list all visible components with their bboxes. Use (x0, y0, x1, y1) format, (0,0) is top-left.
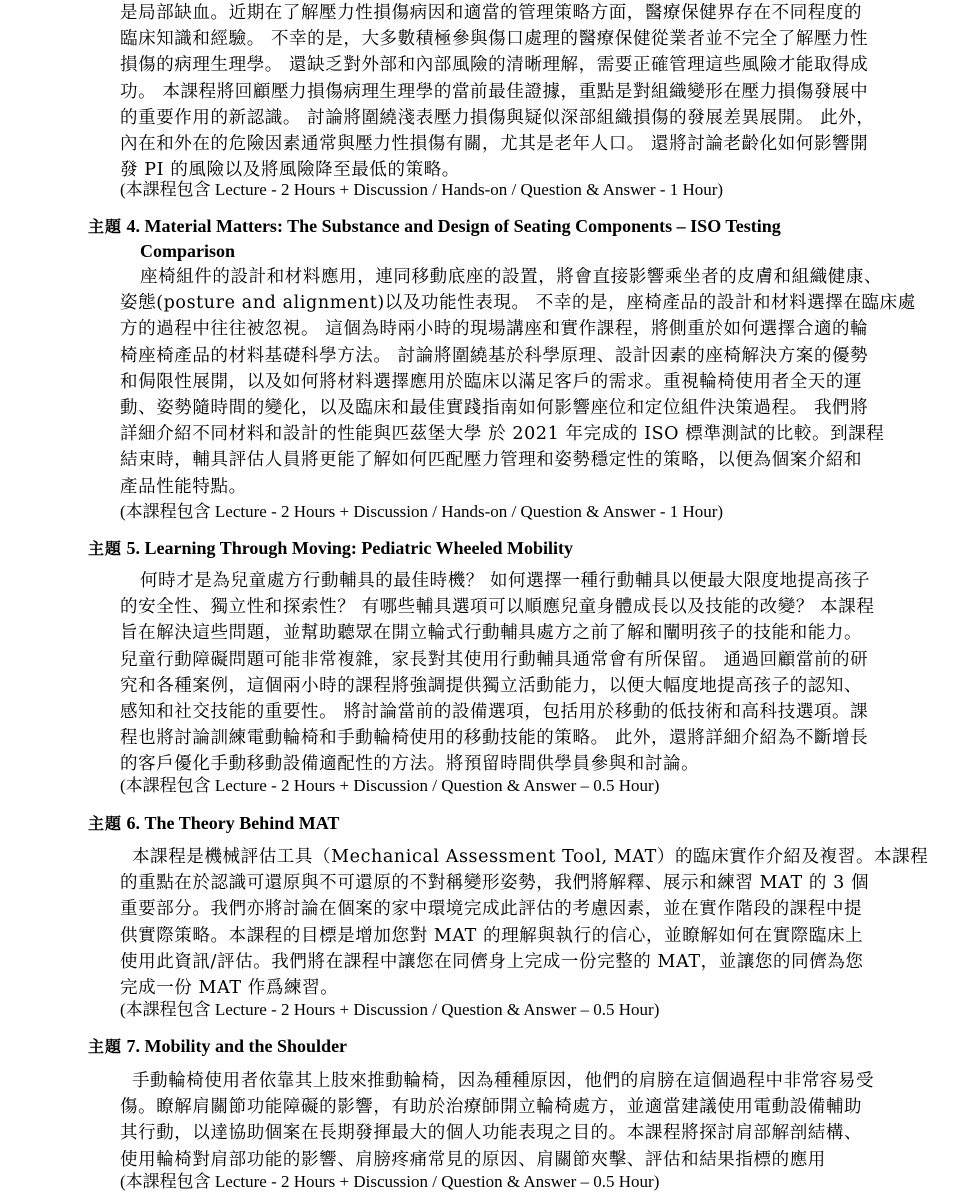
paragraph-line: 使用輪椅對肩部功能的影響、肩膀疼痛常見的原因、肩關節夾擊、評估和結果指標的應用 (120, 1149, 826, 1170)
paragraph-line: 何時才是為兒童處方行動輔具的最佳時機？ 如何選擇一種行動輔具以便最大限度地提高孩子 (140, 571, 871, 591)
topic-label: 主題 (88, 1037, 123, 1056)
paragraph-line: 兒童行動障礙問題可能非常複雜，家長對其使用行動輔具通常會有所保留。 通過回顧當前的研 (120, 649, 869, 670)
topic-6-paragraph (120, 844, 940, 1001)
paragraph-line: 傷。瞭解肩關節功能障礙的影響，有助於治療師開立輪椅處方，並適當建議使用電動設備輔助 (120, 1097, 863, 1118)
paragraph-line: 的安全性、獨立性和探索性？ 有哪些輔具選項可以順應兒童身體成長以及技能的改變？ 本課程 (120, 597, 875, 618)
topic-5-paragraph (120, 568, 940, 778)
intro-line: 是局部缺血。近期在了解壓力性損傷病因和適當的管理策略方面，醫療保健界存在不同程度的 (120, 3, 863, 23)
topic-7-paragraph (120, 1068, 940, 1173)
intro-line: 功。 本課程將回顧壓力損傷病理生理學的當前最佳證據，重點是對組織變形在壓力損傷發展中 (120, 81, 869, 102)
topic-heading (88, 1034, 347, 1059)
topic-title: 6. The Theory Behind MAT (126, 813, 340, 833)
paragraph-line: 完成一份 MAT 作爲練習。 (120, 977, 339, 998)
paragraph-line: 結束時，輔具評估人員將更能了解如何匹配壓力管理和姿勢穩定性的策略，以便為個案介紹和 (120, 450, 863, 471)
paragraph-line: 程也將討論訓練電動輪椅和手動輪椅使用的移動技能的策略。 此外，還將詳細介紹為不斷增長 (120, 728, 869, 749)
paragraph-line: 本課程是機械評估工具（Mechanical Assessment Tool, MAT）的臨床實作介紹及複習。本課程 (132, 847, 929, 867)
paragraph-line: 姿態(posture and alignment)以及功能性表現。 不幸的是，座椅產品的設計和材料選擇在臨床處 (120, 293, 916, 314)
topic-heading (88, 214, 781, 263)
paragraph-line: 的客戶優化手動移動設備適配性的方法。將預留時間供學員參與和討論。 (120, 754, 700, 775)
topic-heading (88, 811, 339, 836)
topic-title-continued: Comparison (140, 241, 236, 261)
paragraph-line: 動、姿勢隨時間的變化，以及臨床和最佳實踐指南如何影響座位和定位組件決策過程。 我們將 (120, 397, 869, 418)
paragraph-line: 和侷限性展開，以及如何將材料選擇應用於臨床以滿足客戶的需求。重視輪椅使用者全天的運 (120, 371, 863, 392)
topic-4-paragraph (120, 264, 940, 500)
paragraph-line: 感知和社交技能的重要性。 將討論當前的設備選項，包括用於移動的低技術和高科技選項。課 (120, 701, 869, 722)
topic-label: 主題 (88, 217, 123, 236)
paragraph-line: 重要部分。我們亦將討論在個案的家中環境完成此評估的考慮因素，並在實作階段的課程中提 (120, 899, 863, 920)
paragraph-line: 其行動，以達協助個案在長期發揮最大的個人功能表現之目的。本課程將探討肩部解剖結構、 (120, 1123, 863, 1144)
topic-title: 7. Mobility and the Shoulder (126, 1036, 348, 1056)
topic-heading (88, 536, 573, 561)
course-hours-note: (本課程包含 Lecture - 2 Hours + Discussion / Question & Answer – 0.5 Hour) (120, 1172, 660, 1191)
course-hours-note: (本課程包含 Lecture - 2 Hours + Discussion / Question & Answer – 0.5 Hour) (120, 1000, 660, 1019)
paragraph-line: 椅座椅產品的材料基礎科學方法。 討論將圍繞基於科學原理、設計因素的座椅解決方案的優勢 (120, 345, 869, 366)
intro-line: 發 PI 的風險以及將風險降至最低的策略。 (120, 160, 460, 181)
topic-title: 4. Material Matters: The Substance and Design of Seating Components – ISO Testing (126, 216, 781, 236)
topic-label: 主題 (88, 814, 123, 833)
course-hours-note: (本課程包含 Lecture - 2 Hours + Discussion / Hands-on / Question & Answer - 1 Hour) (120, 502, 724, 521)
paragraph-line: 旨在解決這些問題，並幫助聽眾在開立輪式行動輔具處方之前了解和闡明孩子的技能和能力。 (120, 623, 863, 644)
course-hours-note: (本課程包含 Lecture - 2 Hours + Discussion / Hands-on / Question & Answer - 1 Hour) (120, 180, 724, 199)
paragraph-line: 的重點在於認識可還原與不可還原的不對稱變形姿勢，我們將解釋、展示和練習 MAT 的 3 個 (120, 873, 870, 894)
intro-line: 損傷的病理生理學。 還缺乏對外部和內部風險的清晰理解，需要正確管理這些風險才能取得成 (120, 55, 869, 76)
paragraph-line: 供實際策略。本課程的目標是增加您對 MAT 的理解與執行的信心，並瞭解如何在實際臨床上 (120, 925, 864, 946)
topic-label: 主題 (88, 539, 123, 558)
intro-line: 臨床知識和經驗。 不幸的是，大多數積極參與傷口處理的醫療保健從業者並不完全了解壓力性 (120, 29, 869, 50)
paragraph-line: 產品性能特點。 (120, 476, 247, 497)
paragraph-line: 座椅組件的設計和材料應用，連同移動底座的設置，將會直接影響乘坐者的皮膚和組織健康、 (140, 267, 883, 287)
topic-title: 5. Learning Through Moving: Pediatric Wheeled Mobility (126, 538, 574, 558)
paragraph-line: 詳細介紹不同材料和設計的性能與匹茲堡大學 於 2021 年完成的 ISO 標準測試的比較。到課程 (120, 424, 885, 445)
paragraph-line: 使用此資訊/評估。我們將在課程中讓您在同儕身上完成一份完整的 MAT，並讓您的同儕為您 (120, 951, 864, 972)
paragraph-line: 手動輪椅使用者依靠其上肢來推動輪椅，因為種種原因，他們的肩膀在這個過程中非常容易受 (132, 1071, 875, 1091)
paragraph-line: 方的過程中往往被忽視。 這個為時兩小時的現場講座和實作課程，將側重於如何選擇合適的輪 (120, 319, 869, 340)
intro-line: 的重要作用的新認識。 討論將圍繞淺表壓力損傷與疑似深部組織損傷的發展差異展開。 此外， (120, 107, 875, 128)
course-hours-note: (本課程包含 Lecture - 2 Hours + Discussion / Question & Answer – 0.5 Hour) (120, 776, 660, 795)
paragraph-line: 究和各種案例，這個兩小時的課程將強調提供獨立活動能力，以便大幅度地提高孩子的認知、 (120, 675, 863, 696)
intro-line: 內在和外在的危險因素通常與壓力性損傷有關，尤其是老年人口。 還將討論老齡化如何影響開 (120, 133, 869, 154)
intro-paragraph (120, 0, 940, 183)
